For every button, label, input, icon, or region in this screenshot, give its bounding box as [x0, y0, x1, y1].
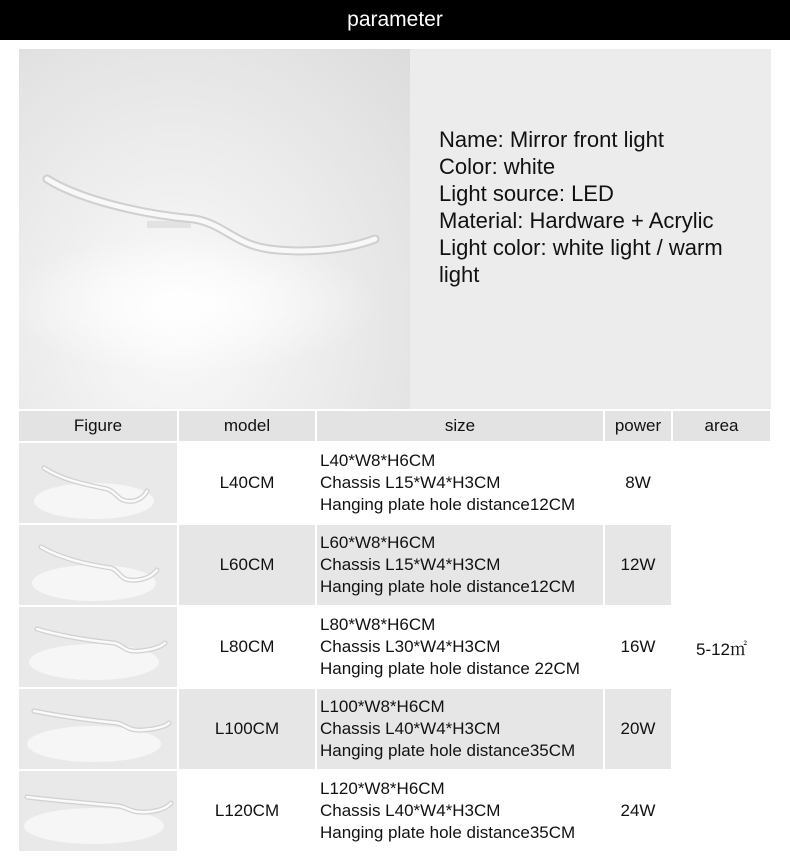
model-cell: L40CM: [178, 442, 316, 524]
size-dimensions: L80*W8*H6CM: [320, 615, 436, 634]
spec-name: Name: Mirror front light: [439, 127, 664, 152]
table-row: [19, 770, 771, 852]
spec-material: Material: Hardware + Acrylic: [439, 208, 714, 233]
power-cell: 20W: [604, 688, 672, 770]
model-cell: L60CM: [178, 524, 316, 606]
size-hole-distance: Hanging plate hole distance35CM: [320, 823, 576, 842]
table-row: [19, 524, 771, 606]
lamp-thumbnail: [19, 443, 177, 523]
header-title: parameter: [347, 8, 443, 31]
size-dimensions: L60*W8*H6CM: [320, 533, 436, 552]
table-row: [19, 442, 771, 524]
size-cell: [316, 770, 604, 852]
spec-light-color: Light color: white light / warm light: [439, 235, 723, 287]
size-chassis: Chassis L40*W4*H3CM: [320, 719, 501, 738]
figure-cell: [19, 688, 178, 770]
parameter-table: [19, 411, 772, 853]
lamp-thumbnail: [19, 689, 177, 769]
power-cell: 24W: [604, 770, 672, 852]
lamp-thumbnail: [19, 525, 177, 605]
col-header-model: model: [178, 411, 316, 442]
figure-cell: [19, 442, 178, 524]
figure-cell: [19, 770, 178, 852]
page-header: [0, 0, 790, 40]
col-header-area: area: [672, 411, 771, 442]
col-header-figure: Figure: [19, 411, 178, 442]
power-cell: 12W: [604, 524, 672, 606]
size-chassis: Chassis L30*W4*H3CM: [320, 637, 501, 656]
size-chassis: Chassis L15*W4*H3CM: [320, 555, 501, 574]
spec-color: Color: white: [439, 154, 556, 179]
spec-panel: [410, 49, 771, 409]
figure-cell: [19, 524, 178, 606]
table-row: [19, 688, 771, 770]
area-cell: 5-12㎡: [672, 442, 771, 852]
table-row: [19, 606, 771, 688]
lamp-illustration: [19, 49, 410, 409]
spec-light-source: Light source: LED: [439, 181, 614, 206]
power-cell: 16W: [604, 606, 672, 688]
size-dimensions: L120*W8*H6CM: [320, 779, 445, 798]
size-dimensions: L40*W8*H6CM: [320, 451, 436, 470]
model-cell: L100CM: [178, 688, 316, 770]
size-hole-distance: Hanging plate hole distance12CM: [320, 495, 576, 514]
size-chassis: Chassis L40*W4*H3CM: [320, 801, 501, 820]
model-cell: L120CM: [178, 770, 316, 852]
size-hole-distance: Hanging plate hole distance 22CM: [320, 659, 580, 678]
size-cell: [316, 688, 604, 770]
size-cell: [316, 524, 604, 606]
size-hole-distance: Hanging plate hole distance35CM: [320, 741, 576, 760]
table-header-row: [19, 411, 771, 442]
size-cell: [316, 606, 604, 688]
col-header-size: size: [316, 411, 604, 442]
power-cell: 8W: [604, 442, 672, 524]
size-dimensions: L100*W8*H6CM: [320, 697, 445, 716]
model-cell: L80CM: [178, 606, 316, 688]
size-chassis: Chassis L15*W4*H3CM: [320, 473, 501, 492]
spec-list: [439, 126, 769, 288]
size-hole-distance: Hanging plate hole distance12CM: [320, 577, 576, 596]
figure-cell: [19, 606, 178, 688]
size-cell: [316, 442, 604, 524]
lamp-thumbnail: [19, 607, 177, 687]
col-header-power: power: [604, 411, 672, 442]
lamp-thumbnail: [19, 771, 177, 851]
product-photo: [19, 49, 410, 409]
